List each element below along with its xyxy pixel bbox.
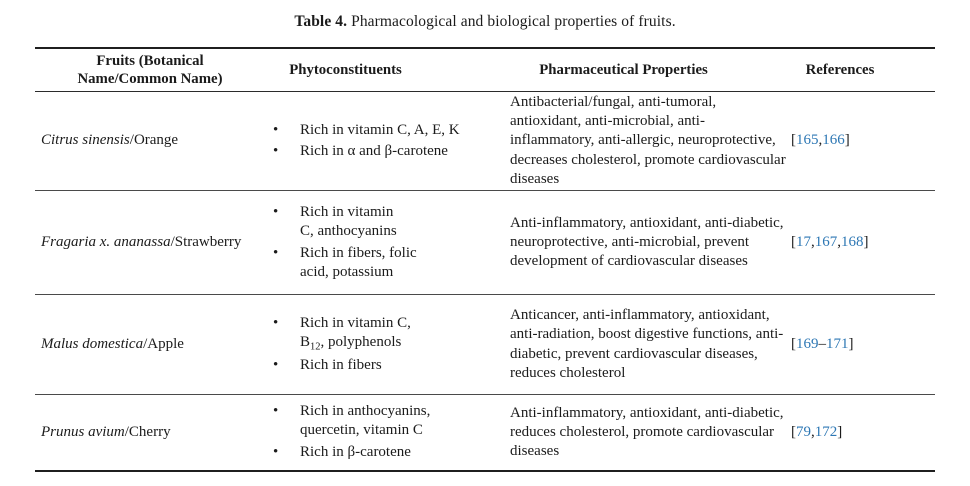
reference-bracket: [ bbox=[791, 335, 796, 352]
botanical-name: Fragaria x. ananassa bbox=[41, 233, 171, 250]
table-row bbox=[35, 92, 935, 191]
reference-bracket: , bbox=[811, 423, 815, 440]
bullet-text bbox=[300, 121, 460, 140]
reference-bracket: – bbox=[818, 335, 826, 352]
bullet-icon: • bbox=[273, 403, 279, 420]
cell-fruit-name bbox=[35, 191, 265, 295]
text-segment: 12 bbox=[310, 341, 321, 353]
reference-link[interactable]: 168 bbox=[841, 233, 864, 250]
reference-bracket: ] bbox=[844, 132, 850, 149]
reference-bracket: ] bbox=[848, 335, 854, 352]
cell-references bbox=[787, 92, 935, 191]
bullet-list bbox=[273, 203, 490, 282]
cell-phytoconstituents bbox=[265, 395, 490, 471]
text-segment: Rich in β-carotene bbox=[300, 444, 411, 461]
bullet-item bbox=[273, 356, 490, 375]
bullet-icon: • bbox=[273, 444, 279, 461]
bullet-item bbox=[273, 402, 490, 440]
text-segment: Rich in vitamin C, bbox=[300, 314, 411, 331]
bullet-item bbox=[273, 121, 490, 140]
text-segment: Rich in α and β-carotene bbox=[300, 143, 448, 160]
column-header-pharmaceutical-properties: Pharmaceutical Properties bbox=[490, 48, 787, 92]
reference-link[interactable]: 167 bbox=[814, 233, 838, 250]
reference-bracket: , bbox=[837, 233, 841, 250]
common-name: /Strawberry bbox=[170, 233, 242, 250]
table-header-row bbox=[35, 48, 935, 92]
text-segment: Rich in fibers bbox=[300, 357, 382, 374]
reference-link[interactable]: 171 bbox=[826, 335, 849, 352]
bullet-item bbox=[273, 314, 490, 354]
bullet-item bbox=[273, 244, 490, 282]
text-segment: quercetin, vitamin C bbox=[300, 422, 423, 439]
column-header-fruits: Fruits (Botanical Name/Common Name) bbox=[35, 48, 265, 92]
text-segment: , polyphenols bbox=[320, 333, 402, 350]
text-segment: Rich in vitamin C, A, E, K bbox=[300, 121, 460, 138]
bullet-icon: • bbox=[273, 314, 279, 331]
bullet-list bbox=[273, 121, 490, 162]
cell-phytoconstituents bbox=[265, 92, 490, 191]
bullet-icon: • bbox=[273, 244, 279, 261]
text-segment: B bbox=[300, 333, 311, 350]
properties-text: Antibacterial/fungal, anti-tumoral, antioxidant, anti-microbial, anti-inflammatory, anti-allergic, neuroprotective, decreases cholesterol, promote cardiovascular diseases bbox=[510, 94, 786, 187]
bullet-list bbox=[273, 314, 490, 375]
table-row bbox=[35, 191, 935, 295]
cell-fruit-name bbox=[35, 295, 265, 395]
bullet-text bbox=[300, 314, 411, 354]
botanical-name: Malus domestica bbox=[41, 335, 144, 352]
column-header-references: References bbox=[787, 48, 935, 92]
bullet-item bbox=[273, 203, 490, 241]
cell-references bbox=[787, 395, 935, 471]
cell-fruit-name bbox=[35, 395, 265, 471]
text-segment: Rich in vitamin bbox=[300, 204, 394, 221]
cell-phytoconstituents bbox=[265, 295, 490, 395]
reference-link[interactable]: 17 bbox=[796, 233, 811, 250]
cell-references bbox=[787, 191, 935, 295]
properties-text: Anti-inflammatory, antioxidant, anti-diabetic, neuroprotective, anti-microbial, prevent development of cardiovascular diseases bbox=[510, 214, 784, 270]
bullet-list bbox=[273, 402, 490, 462]
table-row bbox=[35, 395, 935, 471]
cell-pharmaceutical-properties bbox=[490, 92, 787, 191]
text-segment: Rich in anthocyanins, bbox=[300, 403, 431, 420]
table-caption-text: Pharmacological and biological properties of fruits. bbox=[351, 13, 676, 30]
bullet-text bbox=[300, 244, 417, 282]
bullet-text bbox=[300, 142, 448, 161]
cell-fruit-name bbox=[35, 92, 265, 191]
common-name: /Orange bbox=[129, 132, 179, 149]
bullet-item bbox=[273, 142, 490, 161]
reference-link[interactable]: 169 bbox=[796, 335, 819, 352]
properties-text: Anti-inflammatory, antioxidant, anti-diabetic, reduces cholesterol, promote cardiovascular diseases bbox=[510, 404, 784, 459]
bullet-icon: • bbox=[273, 204, 279, 221]
cell-pharmaceutical-properties bbox=[490, 295, 787, 395]
properties-text: Anticancer, anti-inflammatory, antioxidant, anti-radiation, boost digestive functions, anti-diabetic, prevent cardiovascular diseases, reduces cholesterol bbox=[510, 307, 784, 381]
bullet-item bbox=[273, 443, 490, 462]
table-row bbox=[35, 295, 935, 395]
reference-bracket: [ bbox=[791, 132, 796, 149]
table-body bbox=[35, 92, 935, 471]
reference-bracket: ] bbox=[837, 423, 843, 440]
bullet-text bbox=[300, 443, 411, 462]
text-segment: acid, potassium bbox=[300, 263, 394, 280]
reference-link[interactable]: 79 bbox=[796, 423, 811, 440]
cell-pharmaceutical-properties bbox=[490, 191, 787, 295]
cell-pharmaceutical-properties bbox=[490, 395, 787, 471]
botanical-name: Prunus avium bbox=[41, 423, 125, 440]
bullet-text bbox=[300, 356, 382, 375]
table-caption-label: Table 4. bbox=[294, 13, 348, 30]
common-name: /Cherry bbox=[124, 423, 171, 440]
bullet-text bbox=[300, 402, 430, 440]
bullet-icon: • bbox=[273, 143, 279, 160]
reference-link[interactable]: 165 bbox=[796, 132, 819, 149]
text-segment: Rich in fibers, folic bbox=[300, 244, 417, 261]
text-segment: C, anthocyanins bbox=[300, 223, 397, 240]
reference-bracket: ] bbox=[863, 233, 869, 250]
pharmacology-table bbox=[35, 47, 935, 472]
common-name: /Apple bbox=[143, 335, 184, 352]
reference-link[interactable]: 172 bbox=[814, 423, 838, 440]
cell-phytoconstituents bbox=[265, 191, 490, 295]
reference-bracket: , bbox=[818, 132, 823, 149]
cell-references bbox=[787, 295, 935, 395]
reference-bracket: , bbox=[811, 233, 815, 250]
bullet-icon: • bbox=[273, 121, 279, 138]
column-header-phytoconstituents: Phytoconstituents bbox=[265, 48, 490, 92]
bullet-icon: • bbox=[273, 357, 279, 374]
reference-bracket: [ bbox=[791, 423, 796, 440]
botanical-name: Citrus sinensis bbox=[41, 132, 130, 149]
reference-bracket: [ bbox=[791, 233, 796, 250]
bullet-text bbox=[300, 203, 397, 241]
reference-link[interactable]: 166 bbox=[822, 132, 845, 149]
table-caption bbox=[0, 13, 970, 31]
